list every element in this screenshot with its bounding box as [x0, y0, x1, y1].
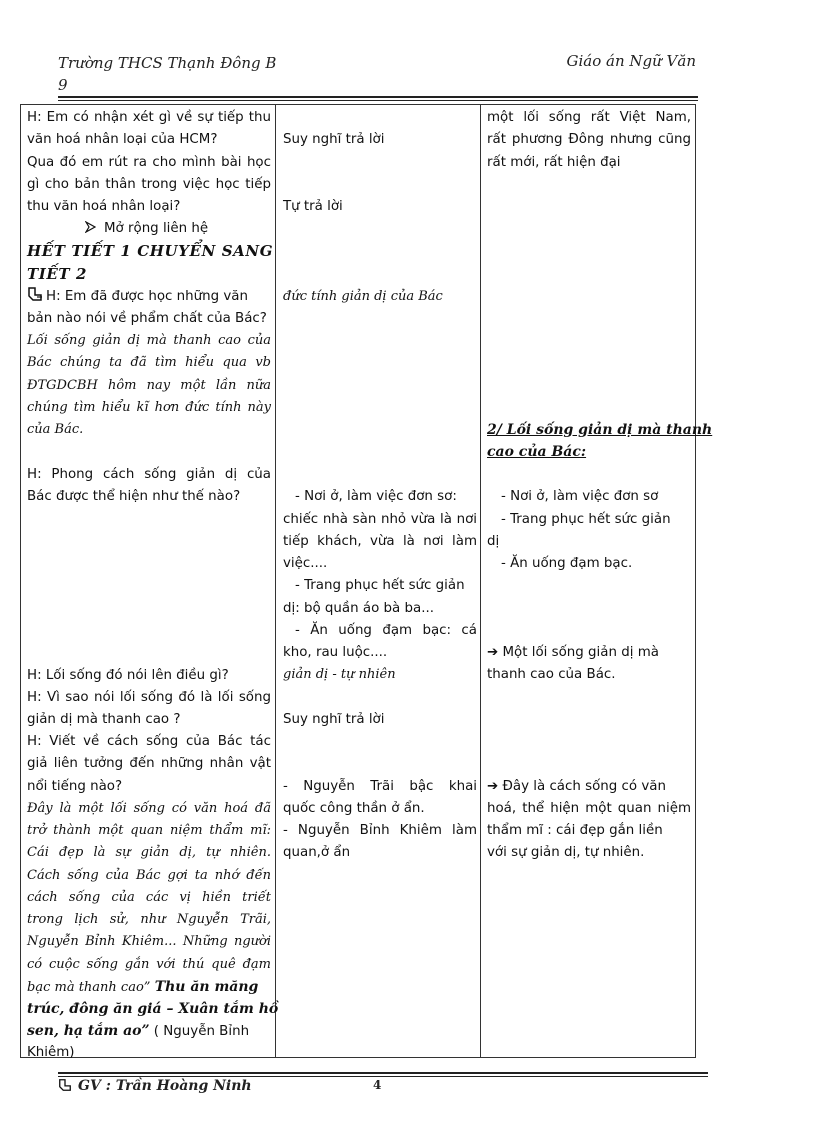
text-line: - Nguyễn Bỉnh Khiêm làm [283, 823, 477, 838]
text-line: cách sống của các vị hiền triết [27, 890, 271, 905]
school-name: Trường THCS Thạnh Đông B [58, 54, 277, 72]
text-line: Lối sống giản dị mà thanh cao của [27, 333, 271, 348]
text-line: H: Viết về cách sống của Bác tác [27, 734, 271, 749]
text-line: của Bác. [27, 422, 84, 437]
footer-divider [58, 1072, 708, 1074]
text-line: - Nguyễn Trãi bậc khai [283, 779, 477, 794]
text-line: dị [487, 534, 500, 549]
text-line: rất mới, rất hiện đại [487, 155, 621, 170]
text-line: Suy nghĩ trả lời [283, 712, 385, 727]
text-line: quốc công thần ở ẩn. [283, 801, 425, 816]
text-line: Mở rộng liên hệ [104, 221, 209, 236]
header-school [58, 52, 288, 96]
text-line: ➔ Đây là cách sống có văn [487, 779, 666, 794]
text-line: chúng tìm hiểu kĩ hơn đức tính này [27, 400, 271, 415]
column-divider-1 [275, 105, 276, 1057]
text-line: bản nào nói về phẩm chất của Bác? [27, 311, 267, 326]
section-heading-cont: cao của Bác: [487, 444, 587, 460]
text-line: - Ăn uống đạm bạc. [501, 556, 633, 571]
text-line: Khiêm) [27, 1045, 75, 1060]
header-divider [58, 96, 698, 98]
text-line: Tự trả lời [283, 199, 343, 214]
text-line: Bác được thể hiện như thế nào? [27, 489, 241, 504]
text-line: kho, rau luộc.... [283, 645, 388, 660]
header-divider-thin [58, 100, 698, 101]
author-name: GV : Trần Hoàng Ninh [78, 1078, 252, 1094]
right-arrow-icon: ➔ [487, 779, 499, 794]
text-line: thanh cao của Bác. [487, 667, 616, 682]
page-number: 4 [373, 1078, 382, 1092]
text-line: ĐTGDCBH hôm nay một lần nữa [27, 378, 271, 393]
text-line: ➔ Một lối sống giản dị mà [487, 645, 659, 660]
lesson-break-title-cont: TIẾT 2 [27, 265, 88, 283]
text-line: bạc mà thanh cao” Thu ăn măng [27, 979, 259, 995]
text-line: hoá, thể hiện một quan niệm [487, 801, 691, 816]
text-line: - Ăn uống đạm bạc: cá [295, 623, 477, 638]
text-line: Cái đẹp là sự giản dị, tự nhiên. [27, 845, 271, 860]
text-line: trở thành một quan niệm thẩm mĩ: [27, 823, 271, 838]
footer-divider-thin [58, 1076, 708, 1077]
text-line: một lối sống rất Việt Nam, [487, 110, 691, 125]
text-line: - Trang phục hết sức giản [295, 578, 465, 593]
text-line: - Nơi ở, làm việc đơn sơ [501, 489, 659, 504]
school-name-cont: 9 [58, 76, 68, 94]
column-divider-2 [480, 105, 481, 1057]
text-line: việc.... [283, 556, 328, 571]
text-line: trong lịch sử, như Nguyễn Trãi, [27, 912, 271, 927]
footer-author [58, 1078, 252, 1094]
header-subject: Giáo án Ngữ Văn [566, 52, 696, 70]
bullet-line [85, 218, 271, 240]
right-arrow-icon: ➔ [487, 645, 499, 660]
section-heading: 2/ Lối sống giản dị mà thanh [487, 422, 713, 438]
pointing-hand-icon [58, 1078, 72, 1092]
text-line: Bác chúng ta đã tìm hiểu qua vb [27, 355, 271, 370]
text-line: chiếc nhà sàn nhỏ vừa là nơi [283, 512, 477, 527]
text-line: văn hoá nhân loại của HCM? [27, 132, 218, 147]
text-line: H: Em đã được học những văn [27, 286, 271, 308]
text-line: - Nơi ở, làm việc đơn sơ: [295, 489, 457, 504]
text-line: gì cho bản thân trong việc học tiếp [27, 177, 271, 192]
text-line: H: Vì sao nói lối sống đó là lối sống [27, 690, 271, 705]
text-line: H: Em có nhận xét gì về sự tiếp thu [27, 110, 271, 125]
text-line: H: Phong cách sống giản dị của [27, 467, 271, 482]
text-line: giả liên tưởng đến những nhân vật [27, 756, 271, 771]
text-line: dị: bộ quần áo bà ba... [283, 601, 434, 616]
text-line: H: Lối sống đó nói lên điều gì? [27, 668, 229, 683]
arrowhead-bullet-icon [85, 221, 96, 233]
text-line: quan,ở ẩn [283, 845, 351, 860]
text-line: Đây là một lối sống có văn hoá đã [27, 801, 271, 816]
text-line: có cuộc sống gắn với thú quê đạm [27, 957, 271, 972]
lesson-break-title: HẾT TIẾT 1 CHUYỂN SANG [27, 242, 274, 260]
text-line: nổi tiếng nào? [27, 779, 123, 794]
text-line: - Trang phục hết sức giản [501, 512, 671, 527]
text-line: rất phương Đông nhưng cũng [487, 132, 691, 147]
pointing-hand-icon [27, 286, 43, 302]
text-line: sen, hạ tắm ao” ( Nguyễn Bỉnh [27, 1023, 250, 1039]
text-line: Suy nghĩ trả lời [283, 132, 385, 147]
lesson-table [20, 104, 713, 1060]
text-line: Qua đó em rút ra cho mình bài học [27, 155, 271, 170]
text-line: tiếp khách, vừa là nơi làm [283, 534, 477, 549]
text-line: trúc, đông ăn giá – Xuân tắm hồ [27, 1001, 279, 1017]
text-line: thẩm mĩ : cái đẹp gắn liền [487, 823, 663, 838]
text-line: thu văn hoá nhân loại? [27, 199, 181, 214]
text-line: Cách sống của Bác gợi ta nhớ đến [27, 868, 271, 883]
text-line: giản dị - tự nhiên [283, 667, 396, 682]
text-line: với sự giản dị, tự nhiên. [487, 845, 645, 860]
text-line: giản dị mà thanh cao ? [27, 712, 181, 727]
text-line: đức tính giản dị của Bác [283, 289, 443, 304]
text-line: Nguyễn Bỉnh Khiêm... Những người [27, 934, 271, 949]
